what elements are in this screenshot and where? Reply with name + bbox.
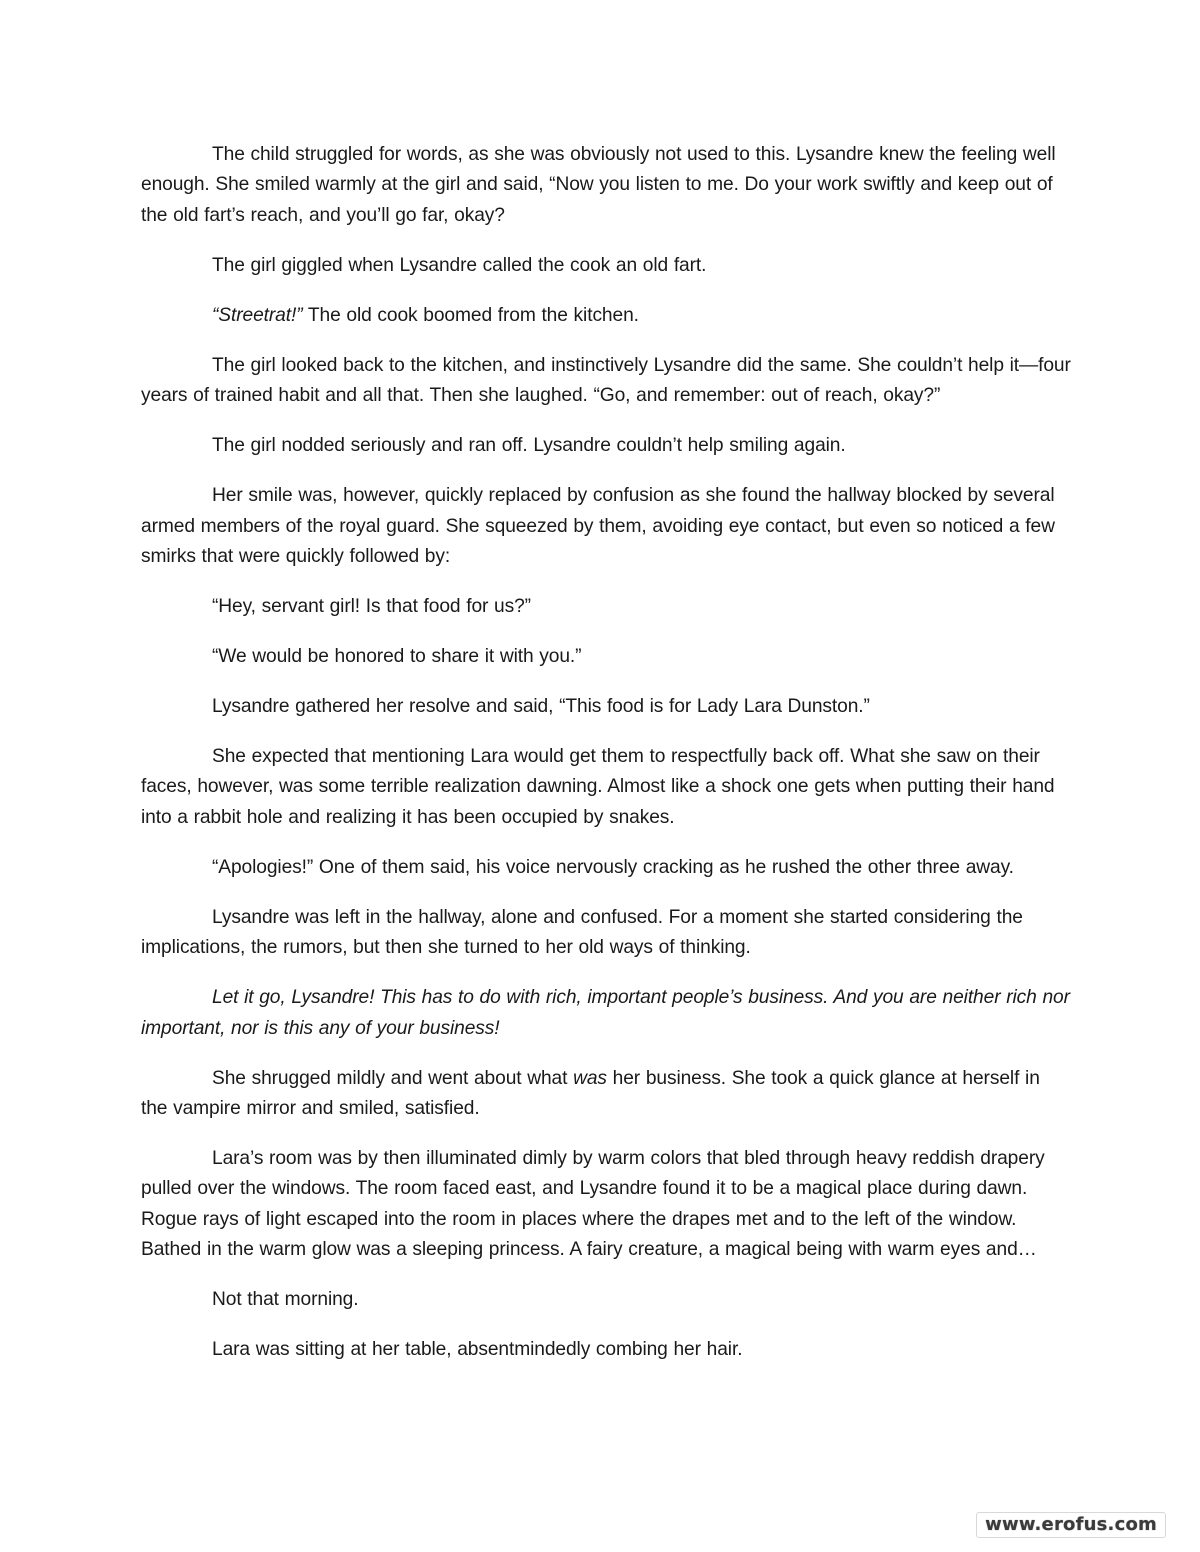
paragraph bbox=[141, 742, 1071, 833]
paragraph bbox=[141, 251, 1071, 281]
paragraph-italic-text: “Streetrat!” bbox=[212, 304, 303, 326]
paragraph bbox=[141, 1144, 1071, 1266]
paragraph-text: her business. She took a quick glance at herself in the vampire mirror and smiled, satisfied. bbox=[141, 1067, 1040, 1120]
paragraph-text: She shrugged mildly and went about what bbox=[212, 1067, 574, 1089]
paragraph-text: The girl looked back to the kitchen, and instinctively Lysandre did the same. She couldn’t help it—four years of trained habit and all that. Then she laughed. “Go, and remember: out of reach, okay?” bbox=[141, 354, 1071, 407]
paragraph-text: Lysandre gathered her resolve and said, “This food is for Lady Lara Dunston.” bbox=[212, 696, 870, 718]
paragraph-italic bbox=[141, 983, 1071, 1044]
paragraph-text: “We would be honored to share it with you.” bbox=[212, 646, 582, 668]
paragraph bbox=[141, 692, 1071, 722]
paragraph-text: Not that morning. bbox=[212, 1289, 359, 1311]
paragraph-text: Her smile was, however, quickly replaced by confusion as she found the hallway blocked by several armed members of the royal guard. She squeezed by them, avoiding eye contact, but even so noticed a few smirks that were quickly followed by: bbox=[141, 485, 1055, 568]
paragraph bbox=[141, 351, 1071, 412]
paragraph bbox=[141, 592, 1071, 622]
paragraph bbox=[141, 431, 1071, 461]
paragraph-text: The girl giggled when Lysandre called the cook an old fart. bbox=[212, 254, 707, 276]
paragraph-text: She expected that mentioning Lara would get them to respectfully back off. What she saw on their faces, however, was some terrible realization dawning. Almost like a shock one gets when putting their hand into a rabbit hole and realizing it has been occupied by snakes. bbox=[141, 746, 1055, 828]
paragraph-text: Lysandre was left in the hallway, alone and confused. For a moment she started considering the implications, the rumors, but then she turned to her old ways of thinking. bbox=[141, 906, 1023, 959]
paragraph-text: Lara’s room was by then illuminated dimly by warm colors that bled through heavy reddish drapery pulled over the windows. The room faced east, and Lysandre found it to be a magical place during dawn. Rogue rays of light escaped into the room in places where the drapes met and to the left of the window. Bathed in the warm glow was a sleeping princess. A fairy creature, a magical being with warm eyes and… bbox=[141, 1148, 1045, 1261]
document-body bbox=[141, 140, 1071, 1385]
paragraph bbox=[141, 301, 1071, 331]
paragraph bbox=[141, 903, 1071, 964]
paragraph-italic-text: was bbox=[573, 1067, 607, 1089]
paragraph bbox=[141, 642, 1071, 672]
paragraph bbox=[141, 1064, 1071, 1125]
paragraph-text: “Hey, servant girl! Is that food for us?” bbox=[212, 596, 531, 618]
paragraph-text: Lara was sitting at her table, absentmindedly combing her hair. bbox=[212, 1339, 743, 1361]
paragraph-italic-text: Let it go, Lysandre! This has to do with rich, important people’s business. And you are neither rich nor important, nor is this any of your business! bbox=[141, 987, 1070, 1039]
paragraph bbox=[141, 853, 1071, 883]
watermark: www.erofus.com bbox=[976, 1512, 1166, 1538]
paragraph bbox=[141, 1285, 1071, 1315]
paragraph bbox=[141, 481, 1071, 572]
paragraph-text: The old cook boomed from the kitchen. bbox=[302, 304, 639, 326]
paragraph bbox=[141, 140, 1071, 231]
paragraph-text: “Apologies!” One of them said, his voice nervously cracking as he rushed the other three away. bbox=[212, 856, 1014, 878]
paragraph-text: The child struggled for words, as she was obviously not used to this. Lysandre knew the feeling well enough. She smiled warmly at the girl and said, “Now you listen to me. Do your work swiftly and keep out of the old fart’s reach, and you’ll go far, okay? bbox=[141, 144, 1056, 226]
paragraph bbox=[141, 1335, 1071, 1365]
paragraph-text: The girl nodded seriously and ran off. Lysandre couldn’t help smiling again. bbox=[212, 435, 846, 457]
